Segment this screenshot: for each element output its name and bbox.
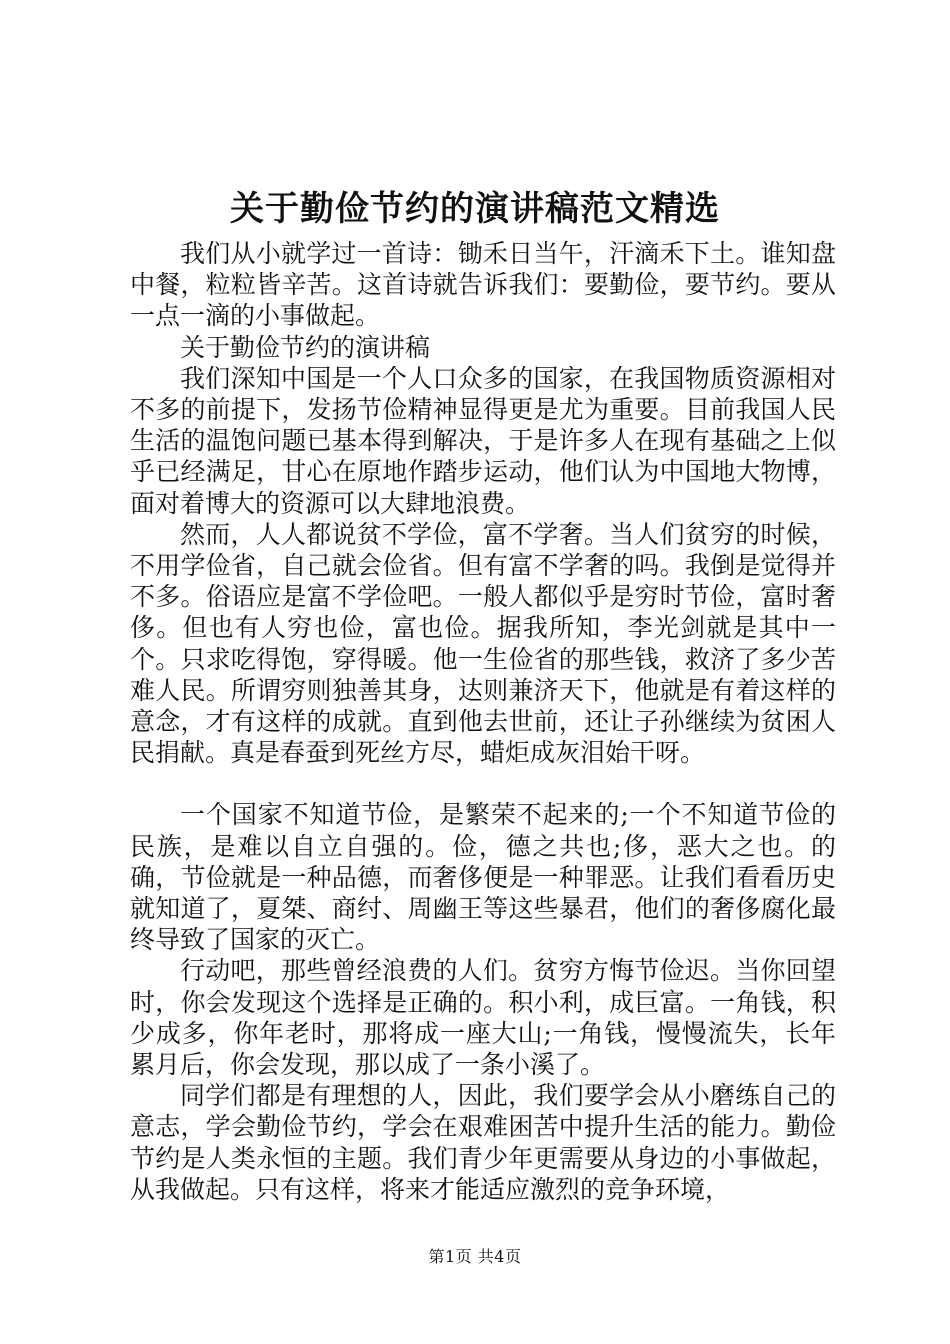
document-body [130, 238, 836, 1205]
page-number-footer: 第1页 共4页 [428, 1247, 522, 1266]
paragraph-body: 一个国家不知道节俭，是繁荣不起来的;一个不知道节俭的民族，是难以自立自强的。俭，德之共也;侈，恶大之也。的确，节俭就是一种品德，而奢侈便是一种罪恶。让我们看看历史就知道了，夏桀、商纣、周幽王等这些暴君，他们的奢侈腐化最终导致了国家的灭亡。 [130, 800, 836, 955]
document-title: 关于勤俭节约的演讲稿范文精选 [230, 189, 720, 229]
paragraph-subtitle: 关于勤俭节约的演讲稿 [180, 332, 431, 362]
paragraph-body: 行动吧，那些曾经浪费的人们。贫穷方悔节俭迟。当你回望时，你会发现这个选择是正确的。积小利，成巨富。一角钱，积少成多，你年老时，那将成一座大山;一角钱，慢慢流失，长年累月后，你会发现，那以成了一条小溪了。 [130, 956, 836, 1080]
paragraph-body: 同学们都是有理想的人，因此，我们要学会从小磨练自己的意志，学会勤俭节约，学会在艰难困苦中提升生活的能力。勤俭节约是人类永恒的主题。我们青少年更需要从身边的小事做起，从我做起。只有这样，将来才能适应激烈的竞争环境， [130, 1081, 836, 1204]
paragraph-body: 我们深知中国是一个人口众多的国家，在我国物质资源相对不多的前提下，发扬节俭精神显得更是尤为重要。目前我国人民生活的温饱问题已基本得到解决，于是许多人在现有基础之上似乎已经满足，甘心在原地作踏步运动，他们认为中国地大物博，面对着博大的资源可以大肆地浪费。 [130, 363, 836, 518]
paragraph-intro: 我们从小就学过一首诗：锄禾日当午，汗滴禾下土。谁知盘中餐，粒粒皆辛苦。这首诗就告诉我们：要勤俭，要节约。要从一点一滴的小事做起。 [130, 239, 836, 331]
paragraph-body: 然而，人人都说贫不学俭，富不学奢。当人们贫穷的时候，不用学俭省，自己就会俭省。但有富不学奢的吗。我倒是觉得并不多。俗语应是富不学俭吧。一般人都似乎是穷时节俭，富时奢侈。但也有人穷也俭，富也俭。据我所知，李光剑就是其中一个。只求吃得饱，穿得暖。他一生俭省的那些钱，救济了多少苦难人民。所谓穷则独善其身，达则兼济天下，他就是有着这样的意念，才有这样的成就。直到他去世前，还让子孙继续为贫困人民捐献。真是春蚕到死丝方尽，蜡炬成灰泪始干呀。 [130, 519, 836, 768]
